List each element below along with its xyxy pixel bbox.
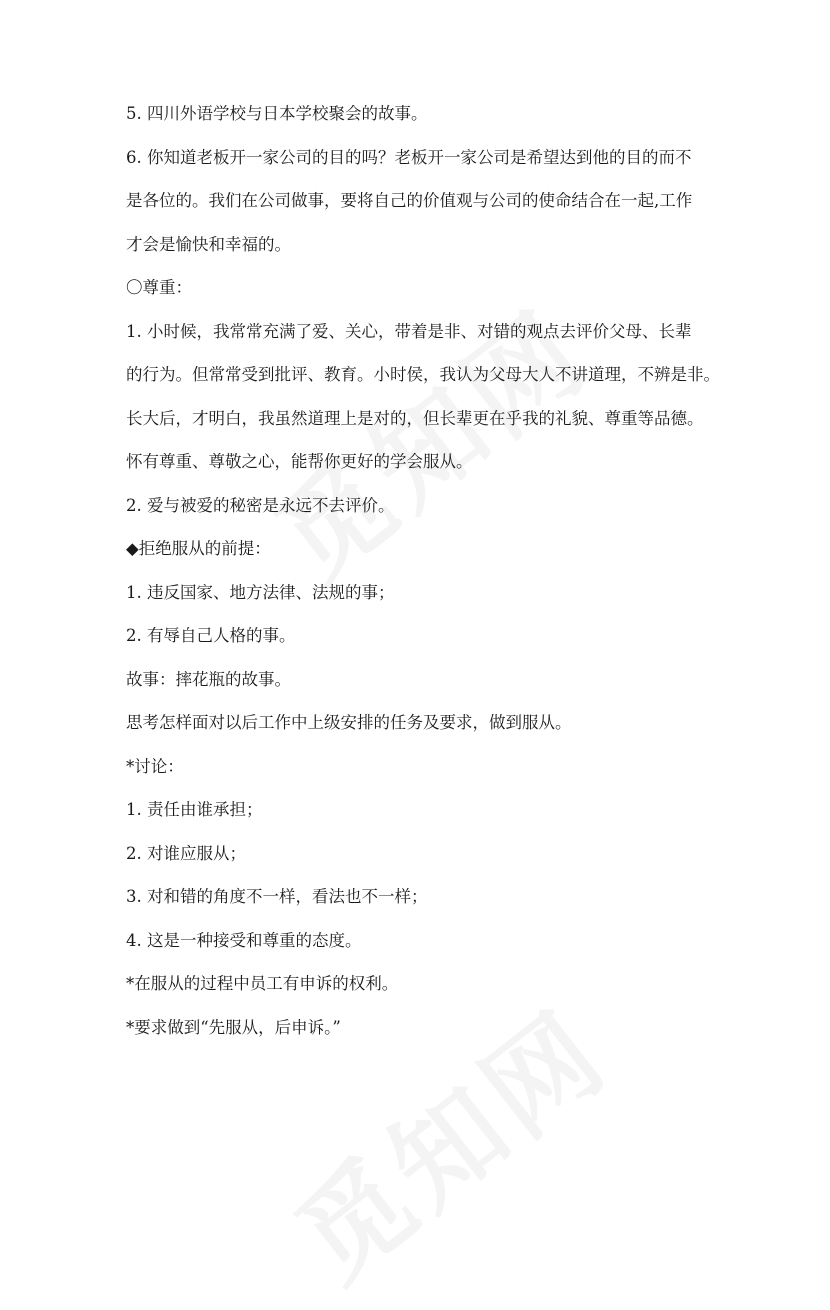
paragraph-line: 的行为。但常常受到批评、教育。小时侯，我认为父母大人不讲道理，不辨是非。 [126,365,720,384]
paragraph-line: 怀有尊重、尊敬之心，能帮你更好的学会服从。 [126,452,473,471]
paragraph-line: 故事：摔花瓶的故事。 [126,669,291,689]
list-item: 1. 违反国家、地方法律、法规的事； [126,582,395,602]
paragraph-line: 思考怎样面对以后工作中上级安排的任务及要求，做到服从。 [126,713,572,732]
list-item: 4. 这是一种接受和尊重的态度。 [126,930,362,950]
paragraph-line: *在服从的过程中员工有申诉的权利。 [126,974,399,993]
paragraph-line: 6. 你知道老板开一家公司的目的吗？老板开一家公司是希望达到他的目的而不 [126,147,692,167]
paragraph-line: *要求做到“先服从，后申诉。” [126,1017,341,1037]
section-heading: 〇尊重： [126,278,192,297]
list-item: 3. 对和错的角度不一样，看法也不一样； [126,887,428,906]
list-item: 2. 对谁应服从； [126,843,246,863]
paragraph-line: 才会是愉快和幸福的。 [126,234,291,254]
paragraph-line: 长大后，才明白，我虽然道理上是对的，但长辈更在乎我的礼貌、尊重等品德。 [126,408,704,428]
section-heading: *讨论： [126,756,184,776]
list-item: 2. 有辱自己人格的事。 [126,626,296,645]
paragraph-line: 2. 爱与被爱的秘密是永远不去评价。 [126,495,395,515]
document-body [126,104,726,1061]
list-item: 1. 责任由谁承担； [126,800,263,819]
paragraph-line: 1. 小时候，我常常充满了爱、关心，带着是非、对错的观点去评价父母、长辈 [126,321,692,341]
section-heading: ◆拒绝服从的前提： [126,539,271,558]
paragraph-line: 5. 四川外语学校与日本学校聚会的故事。 [126,104,428,123]
paragraph-line: 是各位的。我们在公司做事，要将自己的价值观与公司的使命结合在一起,工作 [126,191,693,210]
